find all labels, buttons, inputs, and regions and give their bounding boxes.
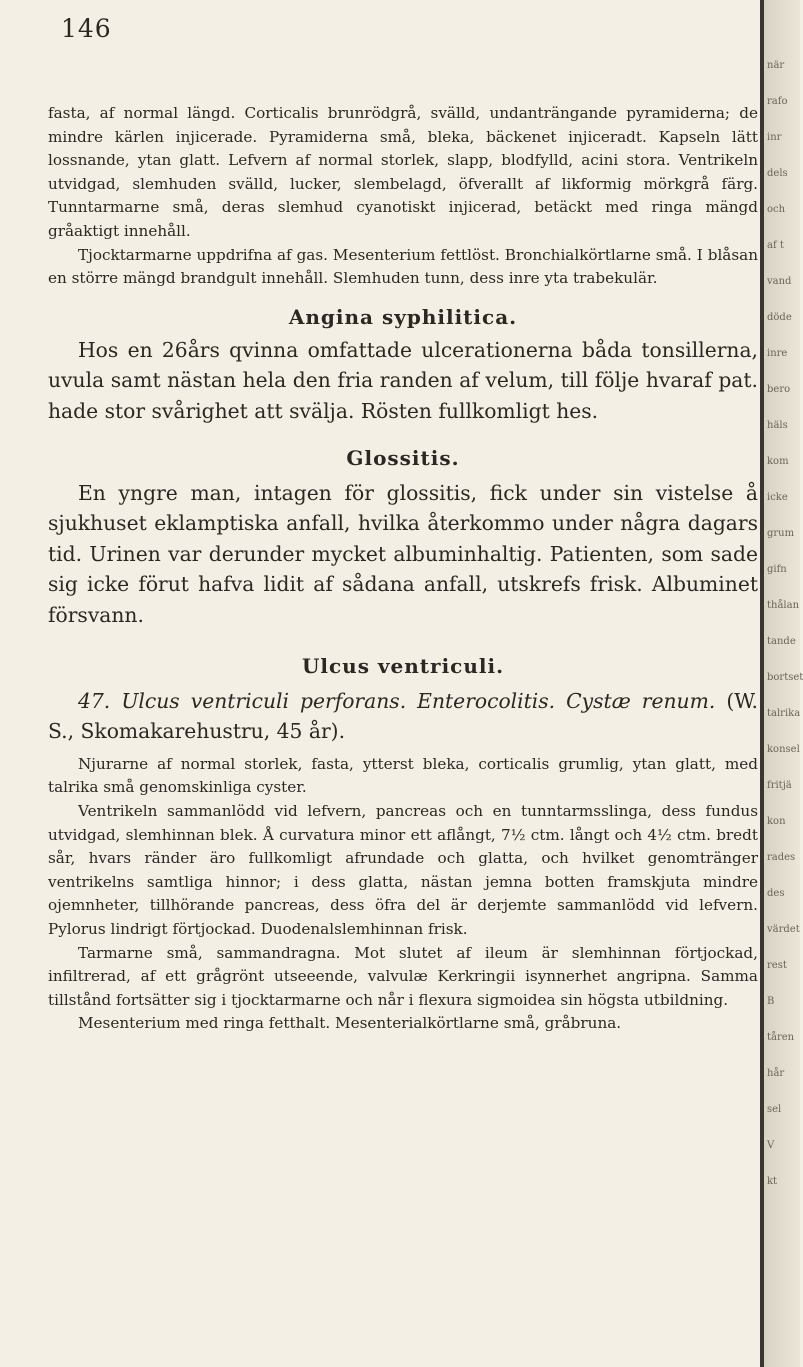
case-header <box>48 686 758 747</box>
edge-fragment: af t <box>767 240 784 251</box>
edge-fragment: des <box>767 888 785 899</box>
paragraph: En yngre man, intagen för glossitis, fick under sin vistelse å sjukhuset eklamptiska anfall, hvilka återkommo under några dagars tid. Urinen var derunder mycket albuminhaltig. Patienten, som sade sig icke förut hafva lidit af sådana anfall, utskrefs frisk. Albuminet försvann. <box>48 480 758 627</box>
paragraph: Tjocktarmarne uppdrifna af gas. Mesenterium fettlöst. Bronchialkörtlarne små. I blåsan en större mängd brandgult innehåll. Slemhuden tunn, dess inre yta trabekulär. <box>48 245 758 288</box>
page-number: 146 <box>61 14 112 43</box>
edge-fragment: kom <box>767 456 789 467</box>
edge-fragment: icke <box>767 492 788 503</box>
paragraph: Ventrikeln sammanlödd vid lefvern, pancreas och en tunntarmsslinga, dess fundus utvidgad, slemhinnan blek. Å curvatura minor ett aflångt, 7½ ctm. långt och 4½ ctm. bredt sår, hvars ränder äro fullkomligt afrundade och glatta, och hvilket genomtränger ventrikelns samtliga hinnor; i dess glatta, nästan jemna botten framskjuta mindre ojemnheter, tillhörande pancreas, dess öfra del är derjemte sammanlödd vid lefvern. Pylorus lindrigt förtjockad. Duodenalslemhinnan frisk. <box>48 802 758 938</box>
edge-fragment: rafo <box>767 96 788 107</box>
edge-fragment: talrika <box>767 708 801 719</box>
case-number: 47. <box>78 689 111 713</box>
edge-fragment: sel <box>767 1104 782 1115</box>
edge-fragment: när <box>767 60 785 71</box>
edge-fragment: värdet <box>767 924 800 935</box>
section-heading-ulcus: Ulcus ventriculi. <box>301 654 505 678</box>
edge-fragment: dels <box>767 168 788 179</box>
paragraph: Tarmarne små, sammandragna. Mot slutet af ileum är slemhinnan förtjockad, infiltrerad, af ett grågrönt utseeende, valvulæ Kerkringii isynnerhet angripna. Samma tillstånd fortsätter sig i tjocktarmarne och når i flexura sigmoidea sin högsta utbildning. <box>48 943 758 1009</box>
edge-fragment: hår <box>767 1068 785 1079</box>
edge-fragment: grum <box>767 528 795 539</box>
section-heading-angina: Angina syphilitica. <box>288 304 518 329</box>
edge-fragment: B <box>767 996 775 1007</box>
edge-fragment: konsel <box>767 744 800 755</box>
edge-fragment: tande <box>767 636 796 647</box>
edge-fragment: kt <box>767 1176 778 1187</box>
paragraph: Njurarne af normal storlek, fasta, ytterst bleka, corticalis grumlig, ytan glatt, med talrika små genomskinliga cyster. <box>48 754 758 797</box>
edge-fragment: häls <box>767 420 788 431</box>
edge-fragment: döde <box>767 312 792 323</box>
section-heading-glossitis: Glossitis. <box>346 445 460 470</box>
edge-fragment: bortset <box>767 672 803 683</box>
case-patient: (W. S., Skomakarehustru, 45 år). <box>48 689 759 744</box>
edge-fragment: fritjä <box>767 780 792 791</box>
edge-fragment: tåren <box>767 1032 795 1043</box>
case-title: Ulcus ventriculi perforans. Enterocolitis. Cystæ renum. <box>121 689 716 713</box>
edge-fragment: inr <box>767 132 782 143</box>
edge-fragment: vand <box>767 276 792 287</box>
edge-fragment: V <box>767 1140 775 1151</box>
edge-fragment: gifn <box>767 564 787 575</box>
edge-fragment: thålan <box>767 600 800 611</box>
edge-fragment: rest <box>767 960 787 971</box>
edge-fragment: bero <box>767 384 791 395</box>
paragraph: fasta, af normal längd. Corticalis brunrödgrå, svälld, undanträngande pyramiderna; de mindre kärlen injicerade. Pyramiderna små, bleka, bäckenet injiceradt. Kapseln lätt lossnande, ytan glatt. Lefvern af normal storlek, slapp, blodfylld, acini stora. Ventrikeln utvidgad, slemhuden svälld, lucker, slembelagd, öfverallt af likformig mörkgrå färg. Tunntarmarne små, deras slemhud cyanotiskt injicerad, betäckt med ringa mängd gråaktigt innehåll. <box>48 104 758 240</box>
edge-fragment: och <box>767 204 786 215</box>
edge-fragment: rades <box>767 852 796 863</box>
paragraph: Hos en 26års qvinna omfattade ulcerationerna båda tonsillerna, uvula samt nästan hela den fria randen af velum, till följe hvaraf pat. hade stor svårighet att svälja. Rösten fullkomligt hes. <box>48 337 758 423</box>
paragraph: Mesenterium med ringa fetthalt. Mesenterialkörtlarne små, gråbruna. <box>78 1014 622 1033</box>
edge-fragment: inre <box>767 348 788 359</box>
edge-fragment: kon <box>767 816 786 827</box>
text-column <box>48 102 758 1036</box>
